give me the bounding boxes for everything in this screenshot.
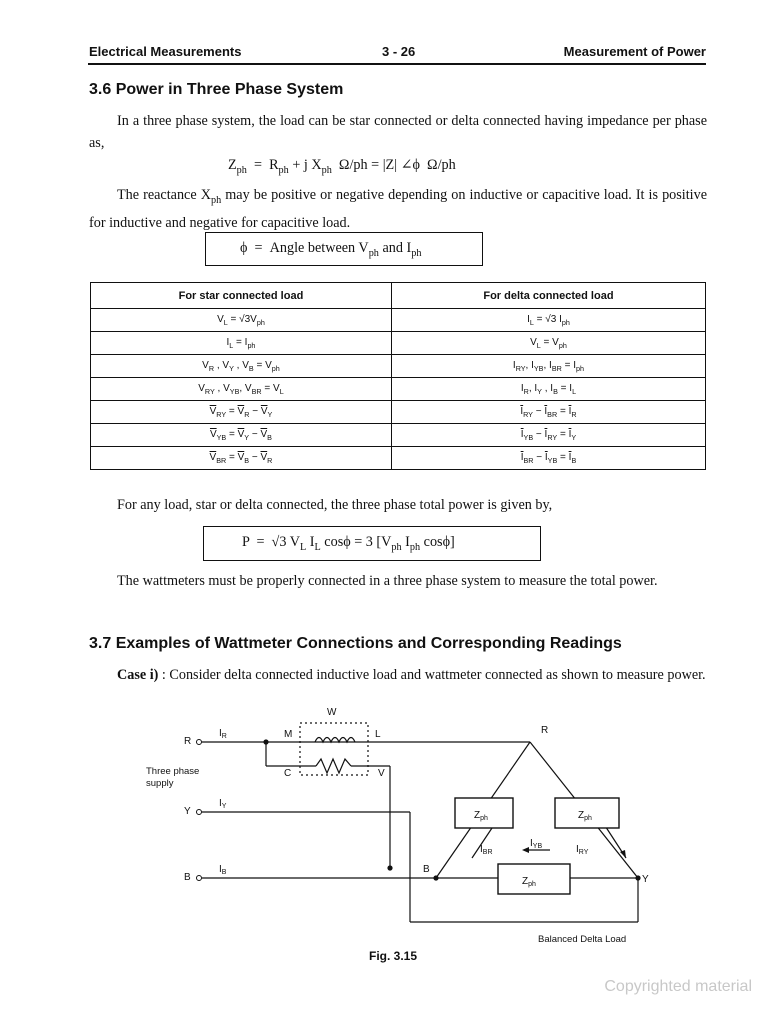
wattmeter-label: W [327,707,337,718]
table-row: $I_L = I_{ph}$ $V_L = V_{ph}$ [91,332,706,355]
table-header: For delta connected load [391,283,705,309]
supply-label: Three phase [146,766,200,777]
table-row: $V_{RY}$ , $V_{YB}$, $V_{BR} = V_L$ $I_R$, $I_Y$ , $I_B = I_L$ [91,378,706,401]
delta-node-y: Y [642,874,649,885]
supply-terminal-r: R [184,736,192,747]
table-row: $\overline{V}_{BR} = \overline{V}_B - \overline{V}_R$ $\overline{I}_{BR} - \overline{I}_{YB} = \overline{I}_B$ [91,447,706,470]
running-header-title: Electrical Measurements [89,44,242,59]
page-number: 3 - 26 [382,44,416,59]
supply-terminal-y: Y [184,806,191,817]
power-formula: P = √3 $V_L$ $I_L$ cosϕ = 3 [$V_{ph}$ $I_{ph}$ cosϕ] [242,534,455,553]
table-row: $\overline{V}_{RY} = \overline{V}_R - \overline{V}_Y$ $\overline{I}_{RY} - \overline{I}_{BR} = \overline{I}_R$ [91,401,706,424]
paragraph: In a three phase system, the load can be star connected or delta connected having impedance per phase as, [89,113,707,151]
terminal-label-m: M [284,729,293,740]
delta-caption: Balanced Delta Load [538,934,627,945]
paragraph: The wattmeters must be properly connected in a three phase system to measure the total power. [117,573,658,589]
case-text: : Consider delta connected inductive load and wattmeter connected as shown to measure power. [161,667,706,683]
phi-definition: ϕ = Angle between $V_{ph}$ and $I_{ph}$ [240,240,422,259]
paragraph: For any load, star or delta connected, the three phase total power is given by, [117,497,553,513]
watermark: Copyrighted material [604,978,752,995]
impedance-equation: $Z_{ph} = R_{ph} + j$ $X_{ph}$ Ω/ph = |Z| ∠ϕ Ω/ph [228,157,456,176]
case-label: Case i) [117,667,159,683]
current-label: $I_Y$ [219,798,227,810]
table-row: $\overline{V}_{YB} = \overline{V}_Y - \overline{V}_B$ $\overline{I}_{YB} - \overline{I}_{RY} = \overline{I}_Y$ [91,424,706,447]
impedance-label: $Z_{ph}$ [474,810,488,822]
terminal-label-v: V [378,768,385,779]
supply-terminal-b: B [184,872,191,883]
terminal-label-l: L [375,729,381,740]
table-row: $V_L = √3V_{ph}$ $I_L = √3$ $I_{ph}$ [91,309,706,332]
table-row: $V_R$ , $V_Y$ , $V_B = V_{ph}$ $I_{RY}$, $I_{YB}$, $I_{BR} = I_{ph}$ [91,355,706,378]
current-label: $I_B$ [219,864,227,876]
current-label: $I_{RY}$ [576,844,589,856]
current-label: $I_{BR}$ [480,844,493,856]
current-label: $I_{YB}$ [530,838,543,850]
figure-caption: Fig. 3.15 [369,949,418,963]
table-header: For star connected load [91,283,392,309]
terminal-label-c: C [284,768,292,779]
paragraph: The reactance $X_{ph}$ may be positive or negative depending on inductive or capacitive load. It is positive for inductive and negative for capacitive load. [89,187,707,231]
impedance-label: $Z_{ph}$ [522,876,536,888]
delta-node-r: R [541,725,549,736]
impedance-label: $Z_{ph}$ [578,810,592,822]
section-heading: 3.7 Examples of Wattmeter Connections and Corresponding Readings [89,635,622,652]
supply-label: supply [146,778,174,789]
running-header-chapter: Measurement of Power [563,44,706,59]
current-label: $I_R$ [219,728,227,740]
section-heading: 3.6 Power in Three Phase System [89,81,344,98]
delta-node-b: B [423,864,430,875]
